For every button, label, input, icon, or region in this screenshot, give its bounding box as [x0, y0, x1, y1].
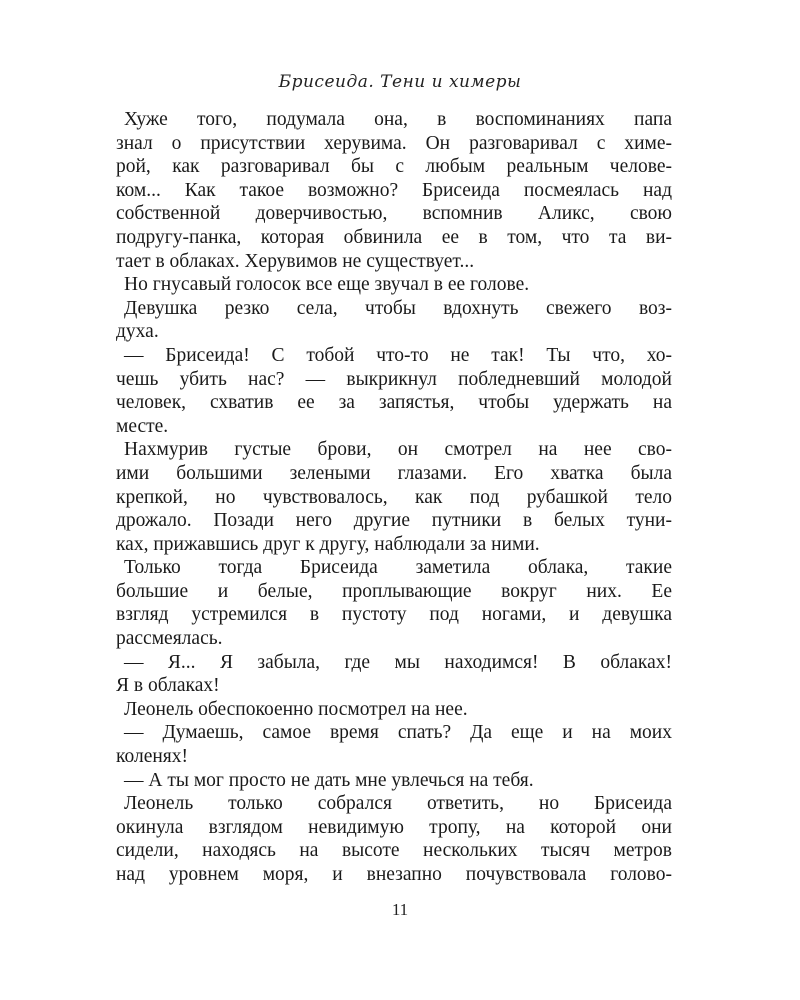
text-line: большие и белые, проплывающие вокруг них. Ее: [116, 580, 672, 602]
text-line: — Брисеида! С тобой что-то не так! Ты что, хо-: [124, 344, 672, 366]
text-line: Леонель только собрался ответить, но Брисеида: [124, 793, 672, 815]
text-line: рой, как разговаривал бы с любым реальным челове-: [116, 156, 672, 178]
page-number: 11: [391, 900, 409, 919]
text-line: окинула взглядом невидимую тропу, на которой они: [116, 816, 672, 838]
text-line: подругу-панка, которая обвинила ее в том, что та ви-: [116, 226, 672, 248]
text-line: коленях!: [116, 746, 189, 768]
text-line: ком... Как такое возможно? Брисеида посмеялась над: [116, 179, 672, 201]
text-line: ках, прижавшись друг к другу, наблюдали за ними.: [116, 533, 540, 555]
text-line: Девушка резко села, чтобы вдохнуть свежего воз-: [124, 297, 672, 319]
text-line: знал о присутствии херувима. Он разговаривал с химе-: [116, 132, 672, 154]
text-line: Леонель обеспокоенно посмотрел на нее.: [124, 698, 468, 720]
text-line: взгляд устремился в пустоту под ногами, и девушка: [116, 604, 672, 626]
text-line: — Я... Я забыла, где мы находимся! В облаках!: [124, 651, 672, 673]
text-line: над уровнем моря, и внезапно почувствовала голово-: [116, 864, 672, 885]
text-line: чешь убить нас? — выкрикнул побледневший молодой: [116, 368, 672, 390]
text-line: человек, схватив ее за запястья, чтобы удержать на: [116, 392, 672, 414]
body-text: [116, 108, 672, 887]
text-line: Только тогда Брисеида заметила облака, такие: [124, 557, 672, 579]
text-line: Но гнусавый голосок все еще звучал в ее голове.: [124, 274, 530, 296]
text-line: Хуже того, подумала она, в воспоминаниях папа: [124, 109, 672, 130]
text-line: сидели, находясь на высоте нескольких тысяч метров: [116, 840, 672, 862]
text-line: рассмеялась.: [116, 628, 223, 650]
text-line: Нахмурив густые брови, он смотрел на нее сво-: [124, 439, 672, 461]
text-line: духа.: [116, 321, 159, 343]
text-line: ими большими зелеными глазами. Его хватка была: [116, 462, 672, 484]
running-head: Брисеида. Тени и химеры: [278, 72, 522, 92]
text-line: крепкой, но чувствовалось, как под рубашкой тело: [116, 486, 672, 508]
text-line: собственной доверчивостью, вспомнив Аликс, свою: [116, 203, 672, 225]
text-line: — Думаешь, самое время спать? Да еще и на моих: [124, 722, 672, 744]
text-line: дрожало. Позади него другие путники в белых туни-: [116, 510, 672, 532]
text-line: тает в облаках. Херувимов не существует...: [116, 250, 475, 272]
text-line: Я в облаках!: [116, 675, 220, 697]
text-line: — А ты мог просто не дать мне увлечься на тебя.: [124, 769, 534, 791]
text-line: месте.: [116, 415, 169, 437]
